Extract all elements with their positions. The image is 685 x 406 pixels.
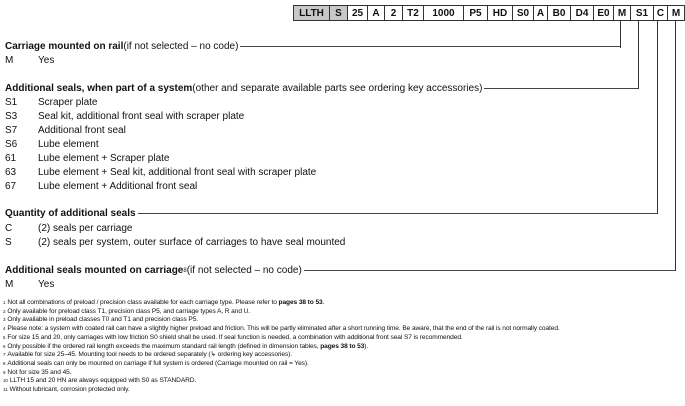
footnote-number: 3 xyxy=(3,317,6,323)
page-reference: pages 38 to 53 xyxy=(320,342,365,350)
section-title: Additional seals mounted on carriage xyxy=(5,265,184,276)
footnote-number: 11 xyxy=(3,387,8,393)
option-code: S6 xyxy=(5,139,18,150)
option-row xyxy=(5,153,169,164)
code-segment: P5 xyxy=(464,6,488,20)
section-note: (other and separate available parts see ordering key accessories) xyxy=(192,83,483,94)
code-segment: A xyxy=(534,6,548,20)
footnote-number: 8 xyxy=(3,360,6,366)
option-code: 67 xyxy=(5,181,17,192)
footnote-tail: ). xyxy=(364,342,369,350)
option-code: 61 xyxy=(5,153,17,164)
section-title: Carriage mounted on rail xyxy=(5,41,124,52)
option-code: C xyxy=(5,223,13,234)
footnote-text: Only possible if the ordered rail length exceeds the maximum standard rail length (defined in dimension tables, xyxy=(7,342,321,350)
option-row xyxy=(5,139,99,150)
footnote-text: For size 15 and 20, only carriages with low friction S0 shield shall be used. If seal function is needed, a combination with additional front seal S7 is recommended. xyxy=(7,333,463,341)
footnote-text: LLTH 15 and 20 HN are always equipped with S0 as STANDARD. xyxy=(9,377,197,385)
section-note: (if not selected – no code) xyxy=(123,41,239,52)
footnote-text: Only available in preload classes T0 and T1 and precision class P5. xyxy=(7,316,199,324)
code-segment: S0 xyxy=(513,6,534,20)
option-row xyxy=(5,279,54,290)
footnotes xyxy=(3,299,683,395)
ordering-code-bar xyxy=(293,5,685,21)
footnote xyxy=(3,316,683,325)
footnote-text: Please note: a system with coated rail can have a slightly higher preload and friction. This will be partly eliminated after a short running time. Be aware, that the end of the rail is not normally coated. xyxy=(7,325,560,333)
option-description: Lube element + Seal kit, additional front seal with scraper plate xyxy=(38,167,317,178)
footnote xyxy=(3,369,683,378)
section-heading xyxy=(5,41,620,52)
option-code: S7 xyxy=(5,125,18,136)
option-description: Additional front seal xyxy=(38,125,126,136)
option-description: Lube element + Scraper plate xyxy=(38,153,170,164)
option-description: Yes xyxy=(38,279,55,290)
footnote-text: Not all combinations of preload / precision class available for each carriage type. Please refer to xyxy=(7,299,279,306)
option-code: M xyxy=(5,55,14,66)
footnote-text: Only available for preload class T1, precision class P5, and carriage types A, R and U. xyxy=(7,307,251,315)
code-segment: 1000 xyxy=(424,6,464,20)
section-title: Additional seals, when part of a system xyxy=(5,83,193,94)
option-row xyxy=(5,223,132,234)
option-code: S1 xyxy=(5,97,18,108)
section-heading xyxy=(5,83,638,94)
option-description: Scraper plate xyxy=(38,97,98,108)
option-description: (2) seals per system, outer surface of carriages to have seal mounted xyxy=(38,237,346,248)
code-segment: HD xyxy=(488,6,513,20)
footnote-text: Available for size 25–45. Mounting tool needs to be ordered separately (↳ ordering key accessories). xyxy=(7,351,293,359)
footnote-text: Not for size 35 and 45. xyxy=(7,368,72,376)
code-segment: D4 xyxy=(571,6,594,20)
footnote xyxy=(3,351,683,360)
connector-line xyxy=(675,21,676,271)
footnote xyxy=(3,386,683,395)
option-code: M xyxy=(5,279,14,290)
option-row xyxy=(5,237,345,248)
option-code: S xyxy=(5,237,12,248)
option-row xyxy=(5,55,54,66)
footnote-ref: 8 xyxy=(183,267,187,274)
option-description: Lube element xyxy=(38,139,99,150)
option-row xyxy=(5,125,126,136)
option-description: Lube element + Additional front seal xyxy=(38,181,198,192)
footnote-number: 4 xyxy=(3,326,6,332)
option-code: S3 xyxy=(5,111,18,122)
option-description: (2) seals per carriage xyxy=(38,223,133,234)
footnote-number: 1 xyxy=(3,300,6,305)
option-row xyxy=(5,167,316,178)
section-title: Quantity of additional seals xyxy=(5,208,136,219)
page-reference: pages 38 to 53 xyxy=(278,299,323,306)
connector-line xyxy=(484,88,638,89)
section-heading xyxy=(5,208,657,219)
footnote-text: Additional seals can only be mounted on carriage if full system is ordered (Carriage mounted on rail = Yes). xyxy=(7,359,309,367)
footnote xyxy=(3,299,683,308)
option-code: 63 xyxy=(5,167,17,178)
code-segment: T2 xyxy=(403,6,424,20)
footnote xyxy=(3,343,683,352)
connector-line xyxy=(138,213,657,214)
code-segment: 25 xyxy=(348,6,368,20)
option-row xyxy=(5,111,244,122)
footnote xyxy=(3,360,683,369)
footnote-number: 6 xyxy=(3,343,6,349)
option-row xyxy=(5,97,97,108)
option-description: Seal kit, additional front seal with scraper plate xyxy=(38,111,245,122)
connector-line xyxy=(620,21,621,48)
footnote-number: 7 xyxy=(3,352,6,358)
footnote xyxy=(3,308,683,317)
code-segment: LLTH xyxy=(294,6,330,20)
footnote-number: 5 xyxy=(3,334,6,340)
connector-line xyxy=(657,21,658,214)
connector-line xyxy=(240,46,620,47)
footnote-number: 9 xyxy=(3,369,6,375)
footnote-tail: . xyxy=(322,299,325,306)
connector-line xyxy=(638,21,639,89)
connector-line xyxy=(304,270,675,271)
footnote-text: Without lubricant, corrosion protected only. xyxy=(9,386,130,394)
code-segment: C xyxy=(654,6,668,20)
footnote-number: 10 xyxy=(3,378,8,384)
code-segment: B0 xyxy=(548,6,571,20)
footnote-number: 2 xyxy=(3,308,6,314)
code-segment: M xyxy=(668,6,684,20)
footnote xyxy=(3,325,683,334)
option-description: Yes xyxy=(38,55,55,66)
code-segment: M xyxy=(614,6,631,20)
section-note: (if not selected – no code) xyxy=(186,265,302,276)
section-heading xyxy=(5,265,675,276)
code-segment: S1 xyxy=(631,6,654,20)
footnote xyxy=(3,377,683,386)
option-row xyxy=(5,181,197,192)
footnote xyxy=(3,334,683,343)
code-segment: E0 xyxy=(594,6,614,20)
code-segment: 2 xyxy=(385,6,403,20)
code-segment: A xyxy=(368,6,385,20)
code-segment: S xyxy=(330,6,348,20)
